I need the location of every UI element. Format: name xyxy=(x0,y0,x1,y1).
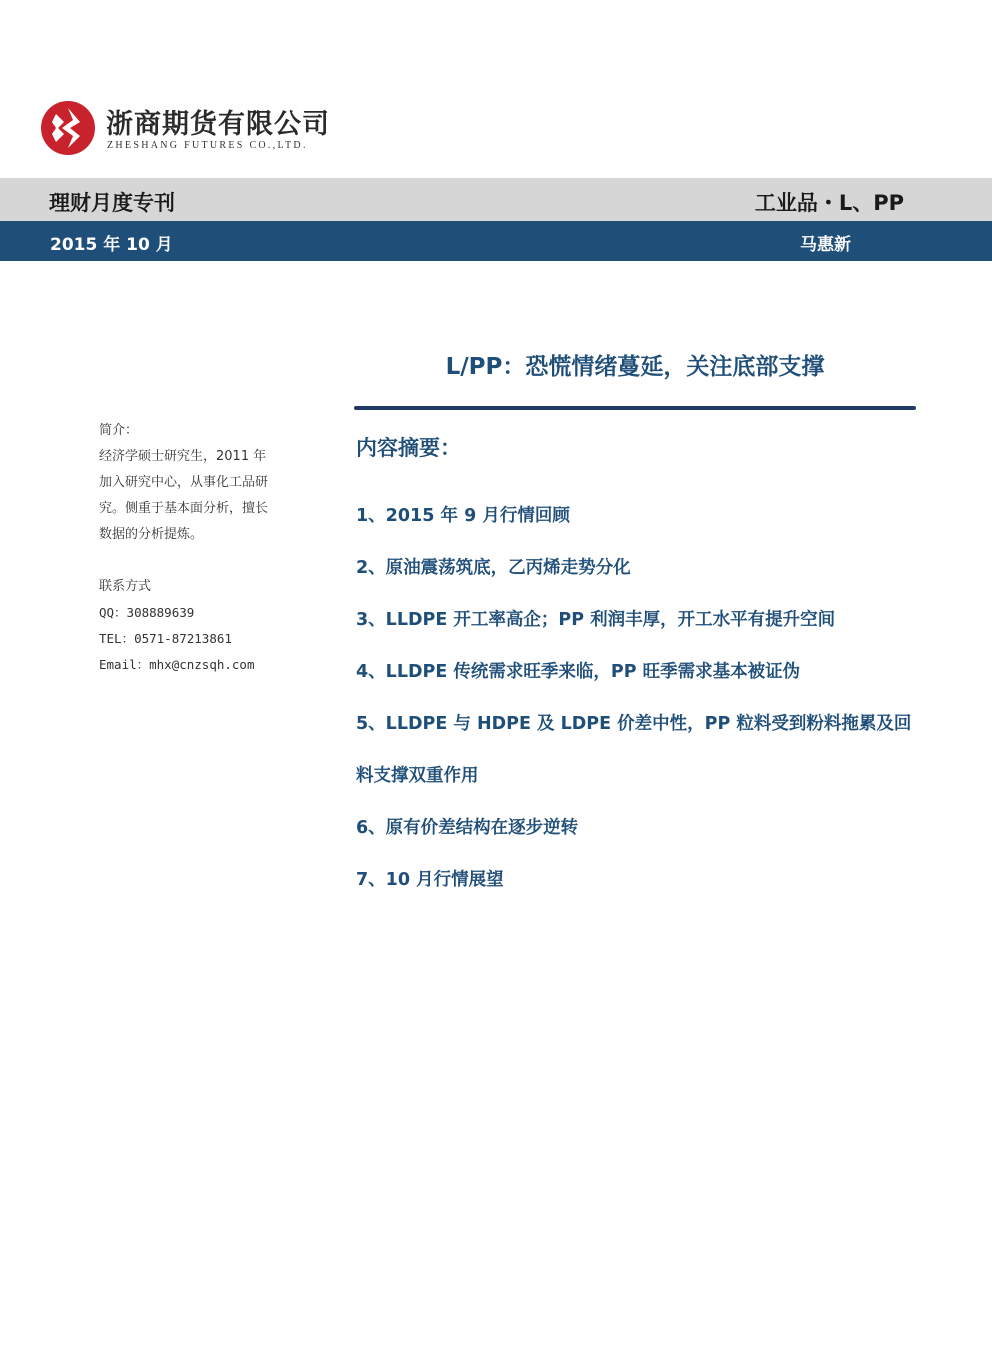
date-author-band xyxy=(0,221,992,261)
summary-item: 6、原有价差结构在逐步逆转 xyxy=(356,818,579,838)
intro-line: 经济学硕士研究生，2011 年 xyxy=(99,449,267,464)
intro-line: 加入研究中心，从事化工品研 xyxy=(99,475,269,490)
title-divider xyxy=(354,406,916,410)
summary-item: 3、LLDPE 开工率高企；PP 利润丰厚，开工水平有提升空间 xyxy=(356,610,836,630)
company-name-en: ZHESHANG FUTURES CO.,LTD. xyxy=(107,140,308,151)
intro-label: 简介： xyxy=(99,423,139,438)
summary-list xyxy=(356,490,926,906)
contact-email[interactable]: Email：mhx@cnzsqh.com xyxy=(99,657,255,672)
contact-qq: QQ：308889639 xyxy=(99,605,195,620)
report-title: L/PP：恐慌情绪蔓延，关注底部支撑 xyxy=(445,354,825,380)
company-logo xyxy=(40,100,340,160)
summary-heading: 内容摘要： xyxy=(356,436,461,460)
intro-line: 究。侧重于基本面分析，擅长 xyxy=(99,501,269,516)
summary-item: 5、LLDPE 与 HDPE 及 LDPE 价差中性，PP 粒料受到粉料拖累及回料支撑双重作用 xyxy=(356,714,912,786)
company-name-cn: 浙商期货有限公司 xyxy=(106,109,330,140)
publication-title: 理财月度专刊 xyxy=(49,191,175,215)
summary-item: 4、LLDPE 传统需求旺季来临，PP 旺季需求基本被证伪 xyxy=(356,662,801,682)
zheshang-logo-icon xyxy=(40,100,96,156)
contact-label: 联系方式 xyxy=(99,579,152,594)
contact-tel: TEL：0571-87213861 xyxy=(99,631,232,646)
publication-band xyxy=(0,178,992,221)
summary-item: 2、原油震荡筑底，乙丙烯走势分化 xyxy=(356,558,631,578)
summary-item: 7、10 月行情展望 xyxy=(356,870,504,890)
author-sidebar xyxy=(99,418,299,678)
sector-label: 工业品・L、PP xyxy=(754,191,904,215)
author-name: 马惠新 xyxy=(800,235,851,255)
intro-line: 数据的分析提炼。 xyxy=(99,527,204,542)
summary-item: 1、2015 年 9 月行情回顾 xyxy=(356,506,570,526)
report-date: 2015 年 10 月 xyxy=(50,235,173,255)
